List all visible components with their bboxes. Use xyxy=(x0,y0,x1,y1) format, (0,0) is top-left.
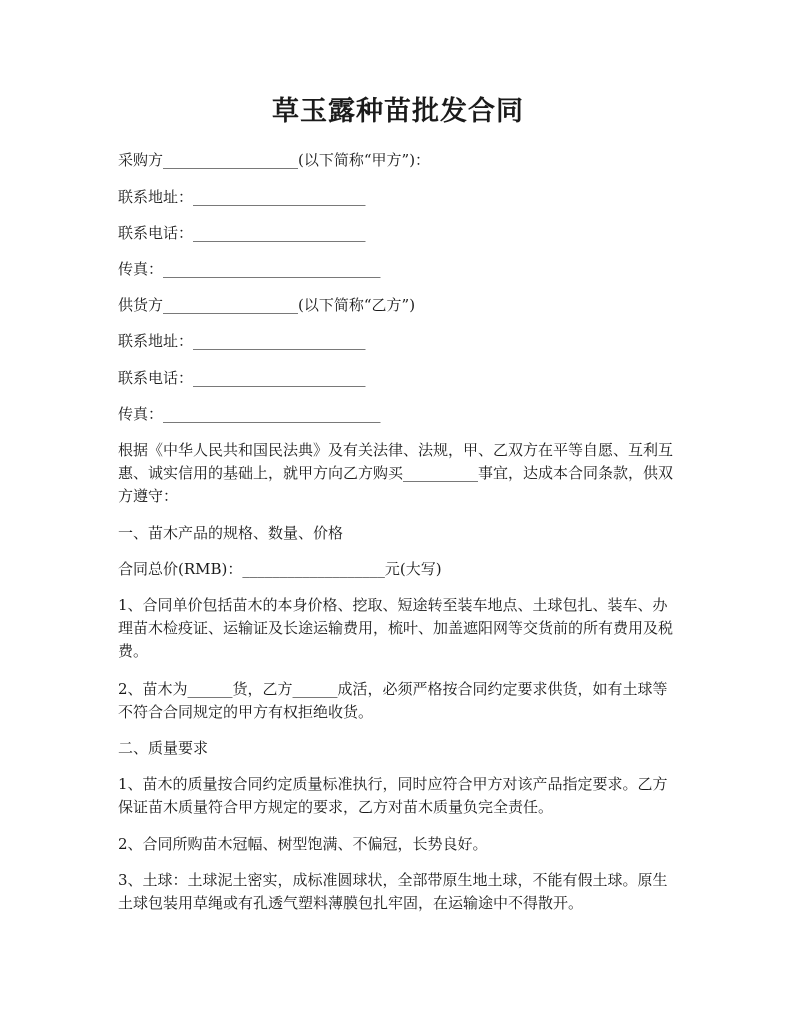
contract-title: 草玉露种苗批发合同 xyxy=(272,96,524,127)
preamble-paragraph: 根据《中华人民共和国民法典》及有关法律、法规，甲、乙双方在平等自愿、互利互惠、诚实信用的基础上，就甲方向乙方购买__________事宜，达成本合同条款，供双方遵守： xyxy=(118,441,674,505)
section2-item2: 2、合同所购苗木冠幅、树型饱满、不偏冠，长势良好。 xyxy=(118,835,488,853)
section2-heading: 二、质量要求 xyxy=(118,739,209,757)
party-a-phone: 联系电话：_______________________ xyxy=(118,224,366,242)
section1-item1: 1、合同单价包括苗木的本身价格、挖取、短途转至装车地点、土球包扎、装车、办理苗木检疫证、运输证及长途运输费用，梳叶、加盖遮阳网等交货前的所有费用及税费。 xyxy=(118,596,674,660)
party-b-fax: 传真：_____________________________ xyxy=(118,405,381,423)
section1-item2: 2、苗木为______货，乙方______成活，必须严格按合同约定要求供货，如有土球等不符合合同规定的甲方有权拒绝收货。 xyxy=(118,680,668,721)
party-b-line: 供货方__________________(以下简称“乙方”) xyxy=(118,296,416,314)
party-a-fax: 传真：_____________________________ xyxy=(118,260,381,278)
section1-heading: 一、苗木产品的规格、数量、价格 xyxy=(118,524,344,542)
section2-item1: 1、苗木的质量按合同约定质量标准执行，同时应符合甲方对该产品指定要求。乙方保证苗木质量符合甲方规定的要求，乙方对苗木质量负完全责任。 xyxy=(118,775,668,816)
party-a-address: 联系地址：_______________________ xyxy=(118,188,366,206)
party-b-phone: 联系电话：_______________________ xyxy=(118,369,366,387)
party-b-address: 联系地址：_______________________ xyxy=(118,332,366,350)
section2-item3: 3、土球：土球泥土密实，成标准圆球状，全部带原生地土球，不能有假土球。原生土球包装用草绳或有孔透气塑料薄膜包扎牢固，在运输途中不得散开。 xyxy=(118,871,668,912)
total-price-line: 合同总价(RMB)：___________________元(大写) xyxy=(118,560,442,578)
party-a-line: 采购方__________________(以下简称“甲方”)： xyxy=(118,151,431,169)
